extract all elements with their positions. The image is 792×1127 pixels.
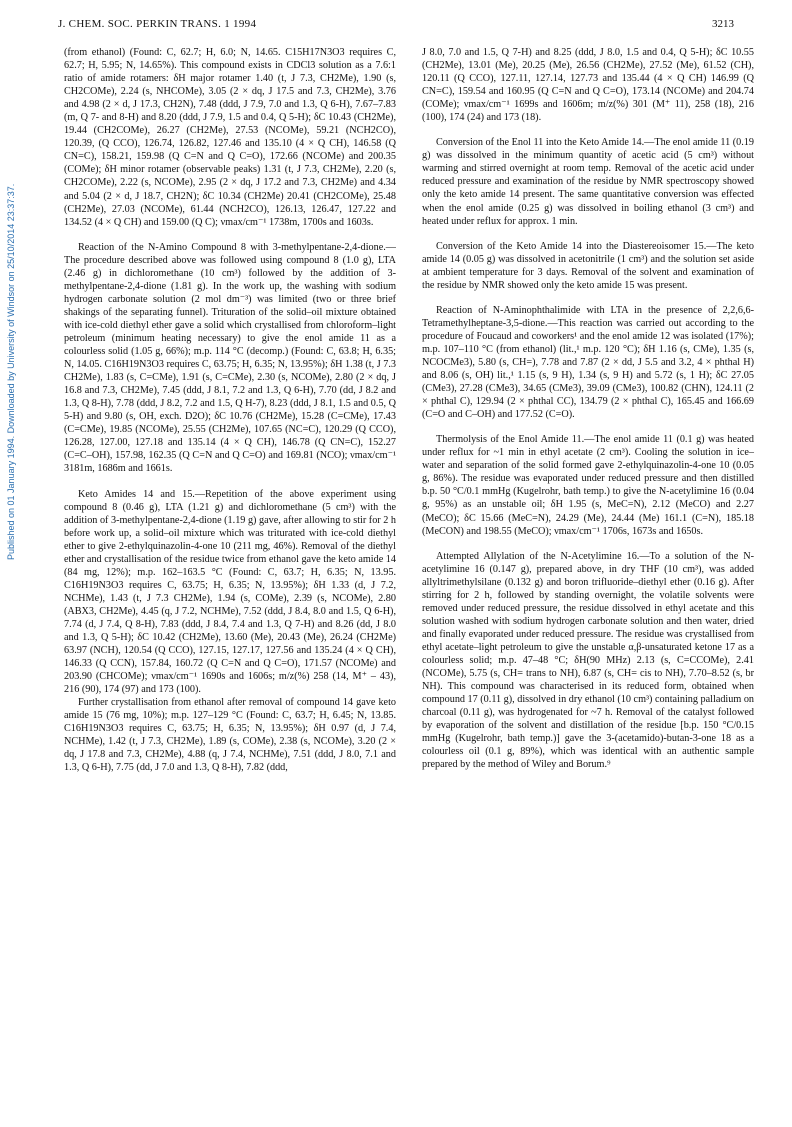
journal-running-head: J. CHEM. SOC. PERKIN TRANS. 1 1994 [58,18,257,30]
paragraph: Attempted Allylation of the N-Acetylimine 16.—To a solution of the N-acetylimine 16 (0.147 g), prepared above, in dry THF (10 cm³), was added allyltrimethylsilane (0.132 g) and boron trifluoride–diethyl ether (0.16 g). After stirring for 2 h, followed by standing overnight, the volatile solvents were removed under reduced pressure, the residue dissolved in ethyl acetate and this solution washed with sodium hydrogen carbonate solution and then water, dried and finally evaporated under reduced pressure. The residue was crystallised from ethyl acetate–light petroleum to give the unstable α,β-unsaturated ketone 17 as a colourless solid; m.p. 47–48 °C; δH(90 MHz) 2.13 (s, C=CCOMe), 2.41 (NCOMe), 5.75 (s, CH= trans to NH), 6.87 (s, CH= cis to NH), 7.70–8.52 (s, br NH). This compound was characterised in its reduced form, obtained when compound 17 (0.11 g), dissolved in dry ethanol (10 cm³) containing palladium on charcoal (0.11 g), was hydrogenated for ~7 h. Removal of the catalyst followed by evaporation of the solvent and distillation of the residue [b.p. 150 °C/0.15 mmHg (Kugelrohr, bath temp.)] gave the 3-(acetamido)-butan-3-one 18 as a colourless oil (0.1 g, 89%), which was identical with an authentic sample prepared by the method of Wiley and Borum.⁹ [422,550,755,771]
paragraph: (from ethanol) (Found: C, 62.7; H, 6.0; N, 14.65. C15H17N3O3 requires C, 62.7; H, 5.95; N, 14.65%). This compound exists in CDCl3 solution as a 7.6:1 ratio of amide rotamers: δH major rotamer 1.40 (t, J 7.3, CH2Me), 1.90 (s, CH2COMe), 2.24 (s, NHCOMe), 3.05 (2 × dq, J 17.5 and 7.3, CH2Me), 3.76 and 4.98 (2 × d, J 17.3, CH2N), 7.48 (ddd, J 7.9, 7.0 and 1.3, Q 6-H), 7.67–7.83 (m, Q 7- and 8-H) and 8.20 (ddd, J 7.9, 1.5 and 0.4, Q 5-H); δC 10.43 (CH2Me), 19.44 (CH2COMe), 26.27 (CH2Me), 27.53 (NCOMe), 59.21 (NCH2CO), 120.39, (Q CCO), 126.74, 126.82, 127.46 and 135.10 (4 × Q CH), 146.58 (Q CN=C), 158.21, 159.98 (Q C=N and Q C=O), 172.66 (NCOMe) and 200.35 (COMe); δH minor rotamer (observable peaks) 1.31 (t, J 7.3, CH2Me), 2.20 (s, CH2COMe), 2.22 (s, NCOMe), 2.95 (2 × dq, J 17.2 and 7.3, CH2Me) and 4.34 and 5.04 (2 × d, J 18.7, CH2N); δC 10.34 (CH2Me) 20.41 (CH2COMe), 25.48 (CH2Me), 27.03 (NCOMe), 61.44 (NCH2CO), 126.13, 126.47, 127.22 and 134.52 (4 × Q CH) and 159.00 (Q C); νmax/cm⁻¹ 1738m, 1700s and 1603s. [64,47,396,228]
page-header [58,18,734,34]
left-column [64,46,396,775]
paragraph: Conversion of the Keto Amide 14 into the Diastereoisomer 15.—The keto amide 14 (0.05 g) was dissolved in acetonitrile (1 cm³) and the solution set aside at ambient temperature for 3 days. Removal of the solvent and examination of the residue by NMR showed only the keto amide 15 was present. [422,240,754,291]
right-column [422,46,754,771]
paragraph: Keto Amides 14 and 15.—Repetition of the above experiment using compound 8 (0.46 g), LTA (1.21 g) and dichloromethane (5 cm³) with the addition of 3-methylpentane-2,4-dione (1.19 g) gave, after allowing to stir for 2 h before work up, a solid–oil mixture which was triturated with ice-cold diethyl ether to give 2-ethylquinazolin-4-one 10 (211 mg, 46%). Removal of the diethyl ether and crystallisation of the residue twice from ethanol gave the keto amide 14 (84 mg, 12%); m.p. 162–163.5 °C (Found: C, 63.7; H, 6.35; N, 13.95. C16H19N3O3 requires C, 63.75; H, 6.35; N, 13.95%); δH 1.33 (d, J 7.2, NCHMe), 1.43 (t, J 7.3 CH2Me), 1.94 (s, COMe), 2.39 (s, NCOMe), 2.80 (ABX3, CH2Me), 4.45 (q, J 7.2, NCHMe), 7.52 (ddd, J 8.4, 8.0 and 1.5, Q 6-H), 7.74 (d, J 7.4, Q 8-H), 7.83 (ddd, J 8.4, 7.4 and 1.3, Q 7-H) and 8.26 (dd, J 8.0 and 1.3, Q 5-H); δC 10.42 (CH2Me), 13.60 (Me), 20.43 (Me), 26.24 (CH2Me) 63.97 (NCH), 120.54 (Q CCO), 127.15, 127.17, 127.56 and 135.24 (4 × Q CH), 146.33 (Q CCN), 157.84, 160.72 (Q C=N and Q C=O), 171.57 (NCOMe) and 203.90 (CHCOMe); νmax/cm⁻¹ 1690s and 1606s; m/z(%) 258 (14, M⁺ – 43), 216 (90), 174 (97) and 173 (100). [64,488,396,696]
paragraph: Further crystallisation from ethanol after removal of compound 14 gave keto amide 15 (76 mg, 10%); m.p. 127–129 °C (Found: C, 63.7; H, 6.45; N, 13.85. C16H19N3O3 requires C, 63.75; H, 6.35; N, 13.95%); δH 0.97 (d, J 7.4, NCHMe), 1.42 (t, J 7.3, CH2Me), 1.89 (s, COMe), 2.38 (s, NCOMe), 3.20 (2 × dq, J 17.8 and 7.3, CH2Me), 4.88 (q, J 7.4, NCHMe), 7.51 (ddd, J 8.0, 7.1 and 1.3, Q 6-H), 7.75 (dd, J 7.0 and 1.3, Q 8-H), 7.82 (ddd, [64,697,396,774]
page-number: 3213 [712,18,734,30]
paragraph: Reaction of the N-Amino Compound 8 with 3-methylpentane-2,4-dione.—The procedure described above was followed using compound 8 (1.0 g), LTA (2.46 g) in dichloromethane (10 cm³) followed by the addition of 3-methylpentane-2,4-dione (1.81 g). In the work up, the washing with sodium hydrogen carbonate solution (2 mol dm⁻³) was limited (two or three brief shakings of the separating funnel). Trituration of the solid–oil mixture obtained with ice-cold diethyl ether gave a solid which crystallised from chloroform–light petroleum (minimum heating necessary) to give the enol amide 11 as a colourless solid (1.05 g, 66%); m.p. 114 °C (decomp.) (Found: C, 63.8; H, 6.35; N, 14.05. C16H19N3O3 requires C, 63.75; H, 6.35; N, 13.95%); δH 1.38 (t, J 7.3 CH2Me), 1.83 (s, C=CMe), 1.91 (s, C=CMe), 2.30 (s, NCOMe), 2.80 (2 × dq, J 16.8 and 7.3, CH2Me), 7.45 (ddd, J 8.1, 7.2 and 1.3, Q 6-H), 7.70 (dd, J 8.2 and 1.3, Q 8-H), 7.78 (ddd, J 8.2, 7.2 and 1.5, Q H-7), 8.23 (ddd, J 8.1, 1.5 and 0.5, Q 5-H) and 9.80 (s, OH, exch. D2O); δC 10.76 (CH2Me), 15.28 (C=CMe), 17.43 (C=CMe), 19.85 (NCOMe), 25.55 (CH2Me), 107.65 (NC=C), 120.29 (Q CCO), 126.28, 127.00, 127.18 and 135.14 (4 × Q CH), 146.78 (Q CN=C), 152.27 (C=C–OH), 157.98, 162.35 (Q C=N and Q C=O) and 169.81 (NCO); νmax/cm⁻¹ 3181m, 1686m and 1661s. [64,241,396,475]
paragraph: Reaction of N-Aminophthalimide with LTA in the presence of 2,2,6,6-Tetramethylheptane-3,5-dione.—This reaction was carried out according to the procedure of Foucaud and coworkers¹ and the enol amide 12 was isolated (17%); m.p. 107–110 °C (from ethanol) (lit.,¹ m.p. 120 °C); δH 1.16 (s, CMe), 1.35 (s, NCOCMe3), 5.80 (s, CH=), 7.78 and 7.87 (2 × dd, J 5.5 and 3.2, 4 × phthal H) and 8.06 (s, OH) lit.,¹ 1.15 (s, 9 H), 1.34 (s, 9 H) and 5.72 (s, 1 H); δC 27.05 (CMe3), 27.28 (CMe3), 34.65 (CMe3), 39.09 (CMe3), 100.82 (CHN), 124.11 (2 × phthal C), 129.94 (2 × phthal CC), 134.79 (2 × phthal C), 165.45 and 166.69 (C=O and C–OH) and 177.52 (C=O). [422,304,754,421]
download-notice-link[interactable]: Published on 01 January 1994. Downloaded by University of Windsor on 25/10/2014 23:37:37. [6,183,16,560]
paragraph: Thermolysis of the Enol Amide 11.—The enol amide 11 (0.1 g) was heated under reflux for ~1 min in ethyl acetate (2 cm³). Cooling the solution in ice–water and separation of the solid formed gave 2-ethylquinazolin-4-one 10 (0.05 g, 86%). The residue was evaporated under reduced pressure and then distilled b.p. 50 °C/0.1 mmHg (Kugelrohr, bath temp.) to give the N-acetylimine 16 (0.04 g, 95%) as an unstable oil; δH 1.95 (s, MeC=N), 2.12 (MeCO) and 2.27 (MeCO); δC 15.66 (MeC=N), 24.29 (Me), 24.44 (Me) 161.1 (C=N), 185.18 (MeCON) and 198.55 (MeCO); νmax/cm⁻¹ 1706s, 1673s and 1650s. [422,434,754,537]
paragraph: Conversion of the Enol 11 into the Keto Amide 14.—The enol amide 11 (0.19 g) was dissolved in the minimum quantity of acetic acid (5 cm³) without warming and stirred overnight at room temp. Removal of the acetic acid under reduced pressure and examination of the residue by NMR spectroscopy showed only the keto amide 14 present. The same quantitative conversion was effected when the enol amide (0.25 g) was dissolved in boiling ethanol (3 cm³) and heated under reflux for approx. 1 min. [422,137,754,227]
paragraph: J 8.0, 7.0 and 1.5, Q 7-H) and 8.25 (ddd, J 8.0, 1.5 and 0.4, Q 5-H); δC 10.55 (CH2Me), 13.01 (Me), 20.25 (Me), 26.56 (CH2Me), 27.52 (Me), 61.52 (CH), 120.11 (Q CCO), 127.11, 127.14, 127.73 and 135.44 (4 × Q CH) 146.99 (Q CN=C), 159.54 and 160.95 (Q C=N and Q C=O), 173.14 (NCOMe) and 204.74 (COMe); νmax/cm⁻¹ 1699s and 1606m; m/z(%) 301 (M⁺ 11), 258 (18), 216 (100), 174 (24) and 173 (18). [422,47,754,124]
